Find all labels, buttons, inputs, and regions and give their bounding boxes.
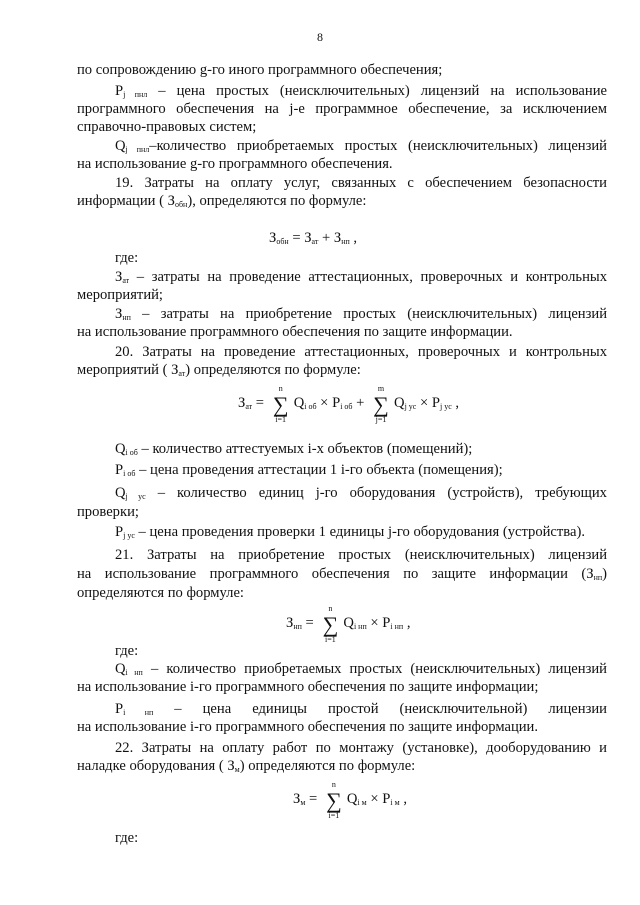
- text-line: $P_{i нп}$ – цена единицы простой (неисключительной) лицензии: [115, 701, 607, 717]
- sum-symbol: m ∑ j=1: [373, 384, 389, 424]
- text-line: на использование i-го программного обеспечения по защите информации;: [77, 679, 539, 695]
- text-line: где:: [115, 830, 139, 846]
- text-line: по сопровождению g-го иного программного обеспечения;: [77, 62, 443, 78]
- text-line: $Q_{i об}$ – количество аттестуемых i-х объектов (помещений);: [115, 441, 473, 457]
- formula-2: $З_{ат}$ = n ∑ i=1 $Q_{i об} \times P_{i об}$ + m ∑ j=1 $Q_{j ус} \times P_{j ус}$ ,: [238, 384, 460, 424]
- formula-4: $З_м$ = n ∑ i=1 $Q_{i м} \times P_{i м}$ ,: [293, 780, 407, 820]
- text-line: $Q_{j ус}$ – количество единиц j-го оборудования (устройств), требующих: [115, 485, 607, 501]
- section-heading: 22. Затраты на оплату работ по монтажу (установке), дооборудованию и: [115, 740, 607, 756]
- text-line: на использование программного обеспечения по защите информации.: [77, 324, 513, 340]
- sum-symbol: n ∑ i=1: [322, 604, 339, 644]
- page-number: 8: [317, 30, 323, 44]
- text-line: $З_{нп}$ – затраты на приобретение простых (неисключительных) лицензий: [115, 306, 607, 322]
- formula-1: $З_{обн} = З_{ат} + З_{нп}$ ,: [269, 230, 358, 246]
- section-heading: 19. Затраты на оплату услуг, связанных с обеспечением безопасности: [115, 175, 607, 191]
- text-line: проверки;: [77, 504, 139, 520]
- text-line: на использование g-го программного обеспечения.: [77, 156, 393, 172]
- sum-symbol: n ∑ i=1: [326, 780, 342, 820]
- text-line: информации ( $З_{обн}$), определяются по формуле:: [77, 193, 367, 209]
- text-line: $P_{i об}$ – цена проведения аттестации 1 i-го объекта (помещения);: [115, 462, 503, 478]
- text-line: $Q_{j пнл}$–количество приобретаемых простых (неисключительных) лицензий: [115, 138, 607, 154]
- text-line: $P_{j пнл}$ – цена простых (неисключительных) лицензий на использование: [115, 83, 607, 99]
- text-line: на использование i-го программного обеспечения по защите информации.: [77, 719, 539, 735]
- section-heading: 20. Затраты на проведение аттестационных, проверочных и контрольных: [115, 344, 607, 360]
- text-line: $З_{ат}$ – затраты на проведение аттестационных, проверочных и контрольных: [115, 269, 607, 285]
- text-line: мероприятий ( $З_{ат}$) определяются по формуле:: [77, 362, 361, 378]
- sum-symbol: n ∑ i=1: [272, 384, 289, 424]
- text-line: определяются по формуле:: [77, 585, 244, 601]
- text-line: программного обеспечения на j-е программное обеспечение, за исключением: [77, 101, 607, 117]
- text-line: на использование программного обеспечения по защите информации $(З_{нп})$: [77, 566, 607, 582]
- text-line: $P_{j ус}$ – цена проведения проверки 1 единицы j-го оборудования (устройства).: [115, 524, 585, 540]
- section-heading: 21. Затраты на приобретение простых (неисключительных) лицензий: [115, 547, 607, 563]
- text-line: где:: [115, 250, 139, 266]
- text-line: мероприятий;: [77, 287, 163, 303]
- text-line: наладке оборудования ( $З_м$) определяются по формуле:: [77, 758, 416, 774]
- formula-3: $З_{нп}$ = n ∑ i=1 $Q_{i нп} \times P_{i нп}$ ,: [286, 604, 411, 644]
- text-line: справочно-правовых систем;: [77, 119, 257, 135]
- text-line: $Q_{i нп}$ – количество приобретаемых простых (неисключительных) лицензий: [115, 661, 607, 677]
- text-line: где:: [115, 643, 139, 659]
